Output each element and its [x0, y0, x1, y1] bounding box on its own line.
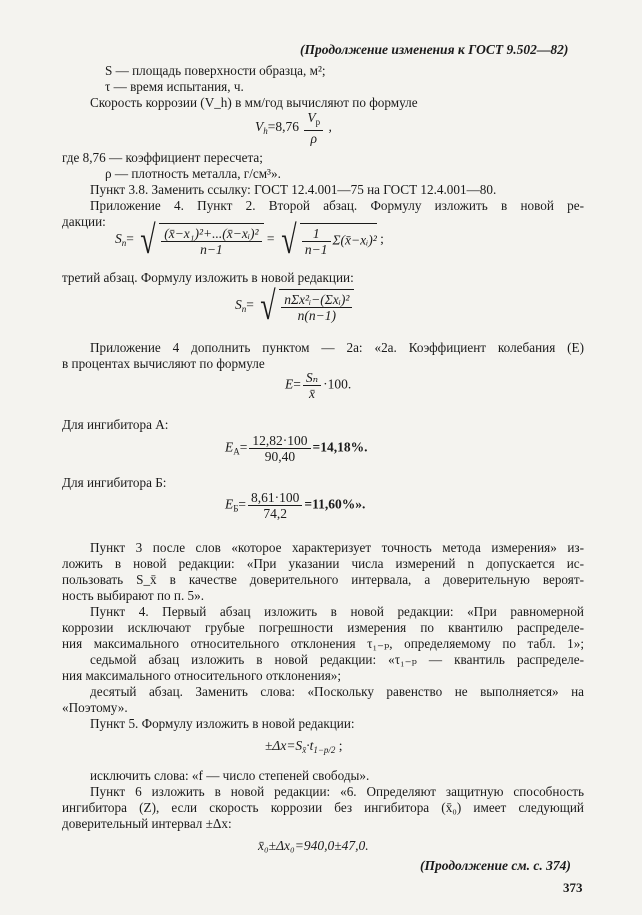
text-line: третий абзац. Формулу изложить в новой редакции:: [62, 270, 354, 285]
text-line: Пункт 3 после слов «которое характеризует точность метода измерения» из-: [90, 540, 584, 555]
formula-eb: $E_Б=$ $\frac{8,61\cdot 100}{74,2}$ =11,60%».: [225, 490, 366, 521]
text-line: Для ингибитора А:: [62, 417, 169, 432]
text-line: Пункт 5. Формулу изложить в новой редакции:: [90, 716, 355, 731]
formula-sn: $S_n=$ √ $\frac{\text{(x̄−x₁)²+...(x̄−xᵢ)²}}{n-1}$ = √ $\frac{1}{n-1}$ Σ(x̄−xᵢ)² ;: [115, 217, 384, 262]
text-line: ния максимального относительного отклонения τ₁₋ₚ, определяемому по табл. 1»;: [62, 636, 584, 651]
text-line: Скорость коррозии (V_h) в мм/год вычисляют по формуле: [90, 95, 418, 110]
text-line: ингибитора (Z), если скорость коррозии без ингибитора (x̄₀) имеет следующий: [62, 800, 584, 815]
text-line: Пункт 3.8. Заменить ссылку: ГОСТ 12.4.001—75 на ГОСТ 12.4.001—80.: [90, 182, 497, 197]
text-line: дакции:: [62, 214, 106, 229]
text-line: ность выбирают по п. 5».: [62, 588, 205, 603]
text-line: «Поэтому».: [62, 700, 128, 715]
text-line: где 8,76 — коэффициент пересчета;: [62, 150, 263, 165]
text-line: пользовать S_x̄ в качестве доверительного интервала, а доверительную вероят-: [62, 572, 584, 587]
text-line: Для ингибитора Б:: [62, 475, 167, 490]
text-line: ния максимального относительного отклонения»;: [62, 668, 342, 683]
text-line: ρ — плотность металла, г/см³».: [105, 166, 281, 181]
text-line: исключить слова: «f — число степеней свободы».: [90, 768, 370, 783]
continuation-footer: (Продолжение см. с. 374): [420, 858, 571, 873]
text-line: Приложение 4. Пункт 2. Второй абзац. Формулу изложить в новой ре-: [90, 198, 584, 213]
text-line: S — площадь поверхности образца, м²;: [105, 63, 326, 78]
formula-dx: $\pm\Delta x=S_{x̄}\cdot t_{1-p/2}$ ;: [265, 738, 343, 755]
text-line: Пункт 4. Первый абзац изложить в новой редакции: «При равномерной: [90, 604, 584, 619]
text-line: ложить в новой редакции: «При указании числа измерений n допускается ис-: [62, 556, 584, 571]
formula-ea: $E_А=$ $\frac{12,82\cdot 100}{90,40}$ =14,18%.: [225, 433, 368, 464]
page-number: 373: [563, 880, 583, 895]
text-line: седьмой абзац изложить в новой редакции: «τ₁₋ₚ — квантиль распределе-: [90, 652, 584, 667]
formula-e: E= $\frac{\text{Sₙ}}{x̄}$ ·100.: [285, 370, 352, 401]
text-line: Приложение 4 дополнить пунктом — 2а: «2а. Коэффициент колебания (E): [90, 340, 584, 355]
formula-sn-alt: $S_n=$ √ $\frac{\text{nΣx²ᵢ−(Σxᵢ)²}}{n(n-1)}$: [235, 286, 354, 326]
formula-x0: x̄₀±Δx₀=940,0±47,0.: [258, 838, 369, 853]
text-line: Пункт 6 изложить в новой редакции: «6. Определяют защитную способность: [90, 784, 584, 799]
text-line: коррозии исключают грубые погрешности измерения по квантилю распределе-: [62, 620, 584, 635]
text-line: десятый абзац. Заменить слова: «Поскольку равенство не выполняется» на: [90, 684, 584, 699]
text-line: τ — время испытания, ч.: [105, 79, 244, 94]
text-line: доверительный интервал ±Δx:: [62, 816, 232, 831]
formula-vh: $V_h=8,76$ $\frac{V_p}{\rho}$ ,: [255, 110, 332, 146]
text-line: в процентах вычисляют по формуле: [62, 356, 265, 371]
continuation-header: (Продолжение изменения к ГОСТ 9.502—82): [300, 42, 569, 57]
